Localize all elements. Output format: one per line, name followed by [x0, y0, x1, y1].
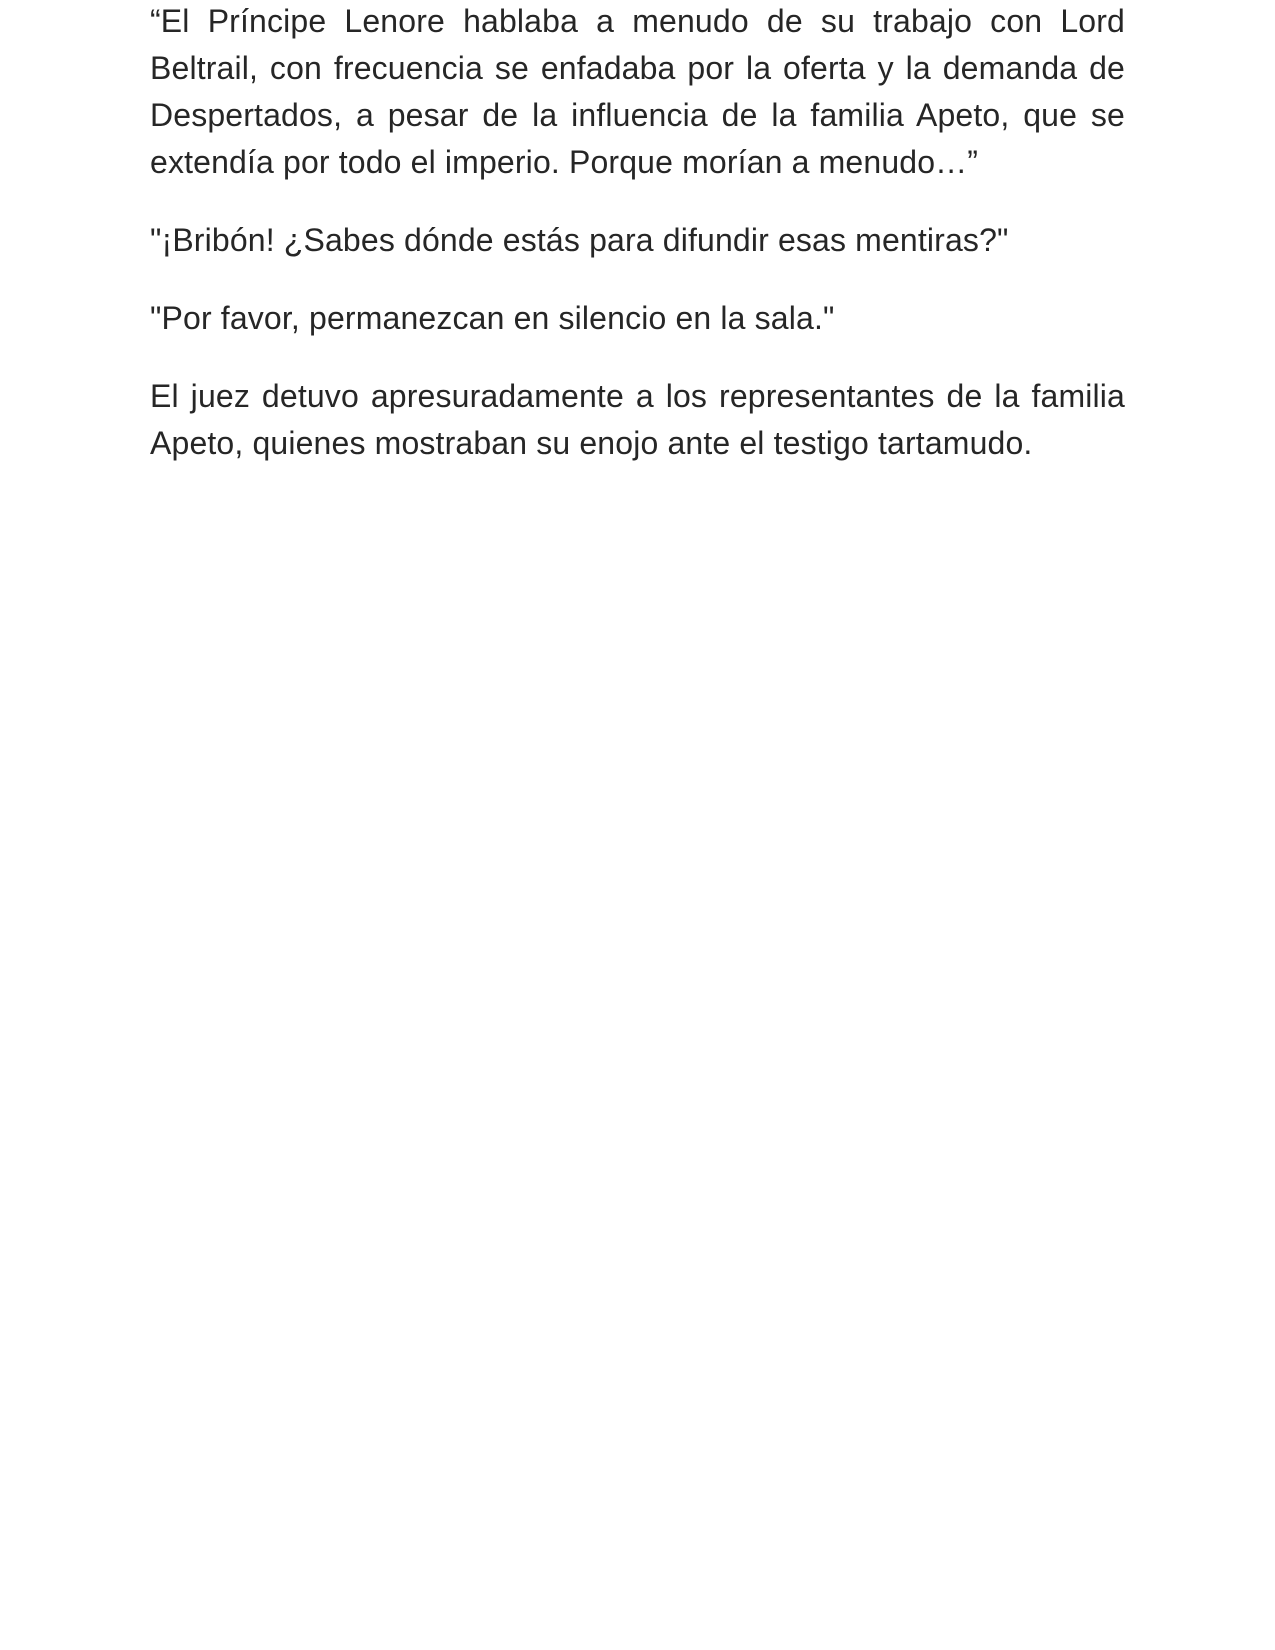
- paragraph-4: El juez detuvo apresuradamente a los representantes de la familia Apeto, quienes mostraban su enojo ante el testigo tartamudo.: [150, 378, 1125, 461]
- paragraph-3: "Por favor, permanezcan en silencio en la sala.": [150, 300, 835, 336]
- paragraph-1: “El Príncipe Lenore hablaba a menudo de su trabajo con Lord Beltrail, con frecuencia se enfadaba por la oferta y la demanda de Despertados, a pesar de la influencia de la familia Apeto, que se extendía por todo el imperio. Porque morían a menudo…”: [150, 3, 1125, 180]
- paragraph-2: "¡Bribón! ¿Sabes dónde estás para difundir esas mentiras?": [150, 222, 1009, 258]
- text-column: [150, 0, 1125, 498]
